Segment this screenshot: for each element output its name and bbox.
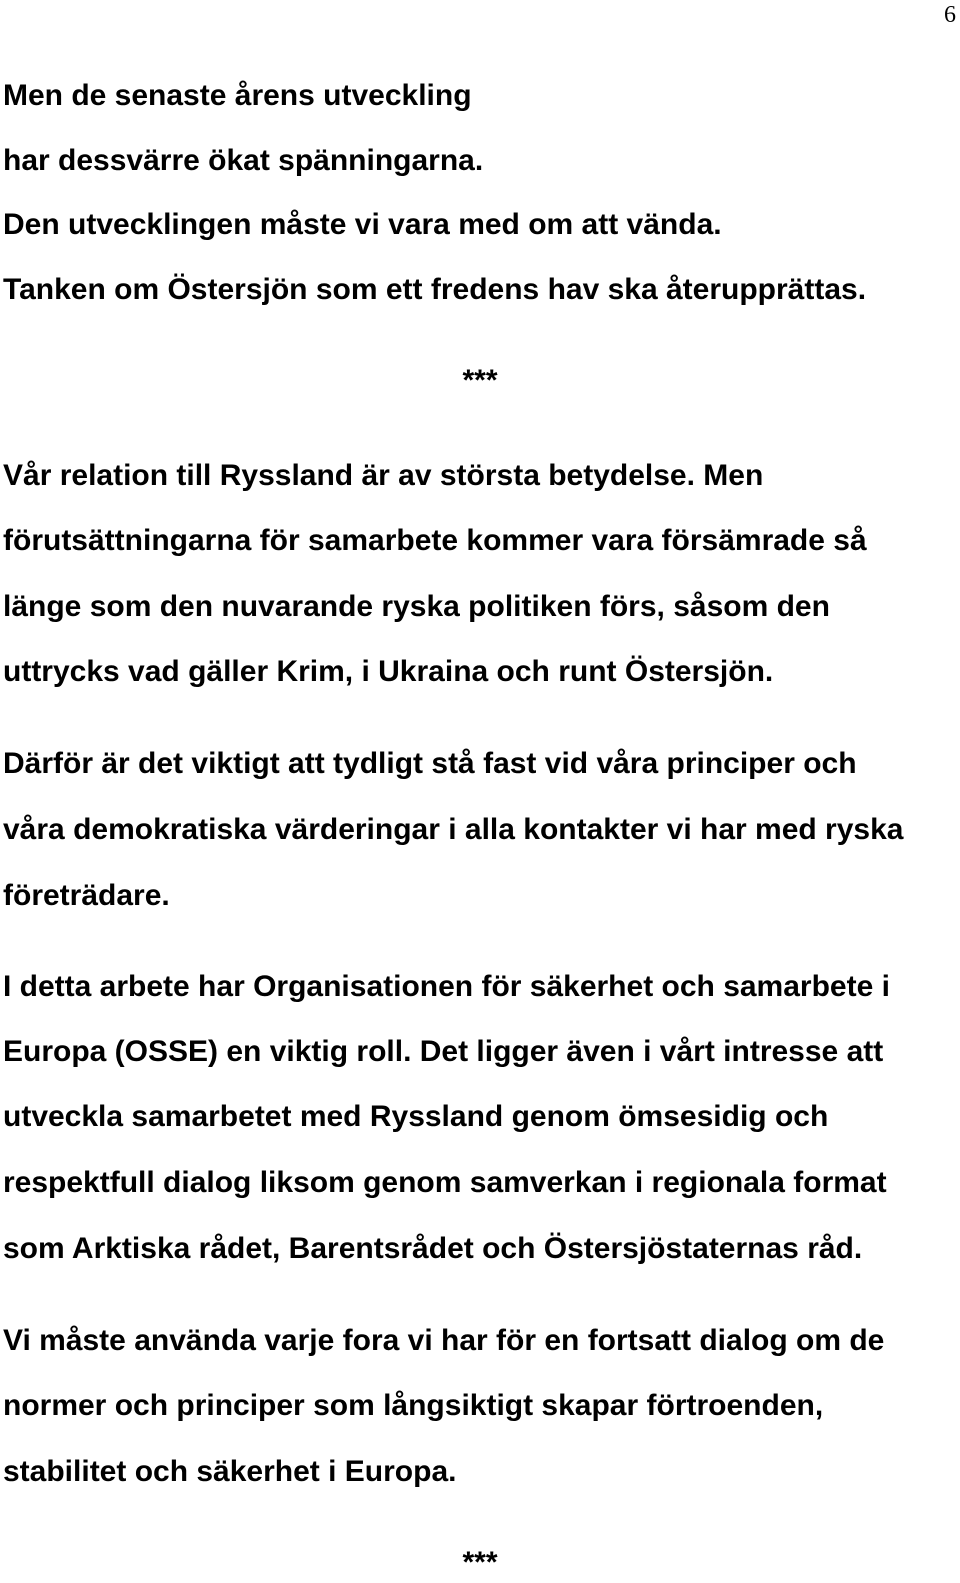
text-line: som Arktiska rådet, Barentsrådet och Östersjöstaternas råd.: [3, 1232, 863, 1265]
text-line: utveckla samarbetet med Ryssland genom ömsesidig och: [3, 1100, 829, 1133]
text-line: Den utvecklingen måste vi vara med om att vända.: [3, 208, 722, 241]
text-line: respektfull dialog liksom genom samverkan i regionala format: [3, 1166, 887, 1199]
text-line: stabilitet och säkerhet i Europa.: [3, 1455, 457, 1488]
text-line: uttrycks vad gäller Krim, i Ukraina och runt Östersjön.: [3, 655, 774, 688]
text-line: våra demokratiska värderingar i alla kontakter vi har med ryska: [3, 813, 904, 846]
text-line: länge som den nuvarande ryska politiken förs, såsom den: [3, 590, 830, 623]
page-number: 6: [944, 2, 956, 28]
text-line: Men de senaste årens utveckling: [3, 79, 472, 112]
section-separator: ***: [462, 364, 498, 397]
text-line: Vi måste använda varje fora vi har för en fortsatt dialog om de: [3, 1324, 885, 1357]
section-separator: ***: [462, 1546, 498, 1579]
text-line: förutsättningarna för samarbete kommer vara försämrade så: [3, 524, 867, 557]
text-line: Vår relation till Ryssland är av största betydelse. Men: [3, 459, 764, 492]
text-line: I detta arbete har Organisationen för säkerhet och samarbete i: [3, 970, 890, 1003]
text-line: företrädare.: [3, 879, 170, 912]
text-line: Tanken om Östersjön som ett fredens hav ska återupprättas.: [3, 273, 867, 306]
text-line: Europa (OSSE) en viktig roll. Det ligger även i vårt intresse att: [3, 1035, 884, 1068]
text-line: har dessvärre ökat spänningarna.: [3, 144, 484, 177]
text-line: normer och principer som långsiktigt skapar förtroenden,: [3, 1389, 824, 1422]
text-line: Därför är det viktigt att tydligt stå fast vid våra principer och: [3, 747, 857, 780]
